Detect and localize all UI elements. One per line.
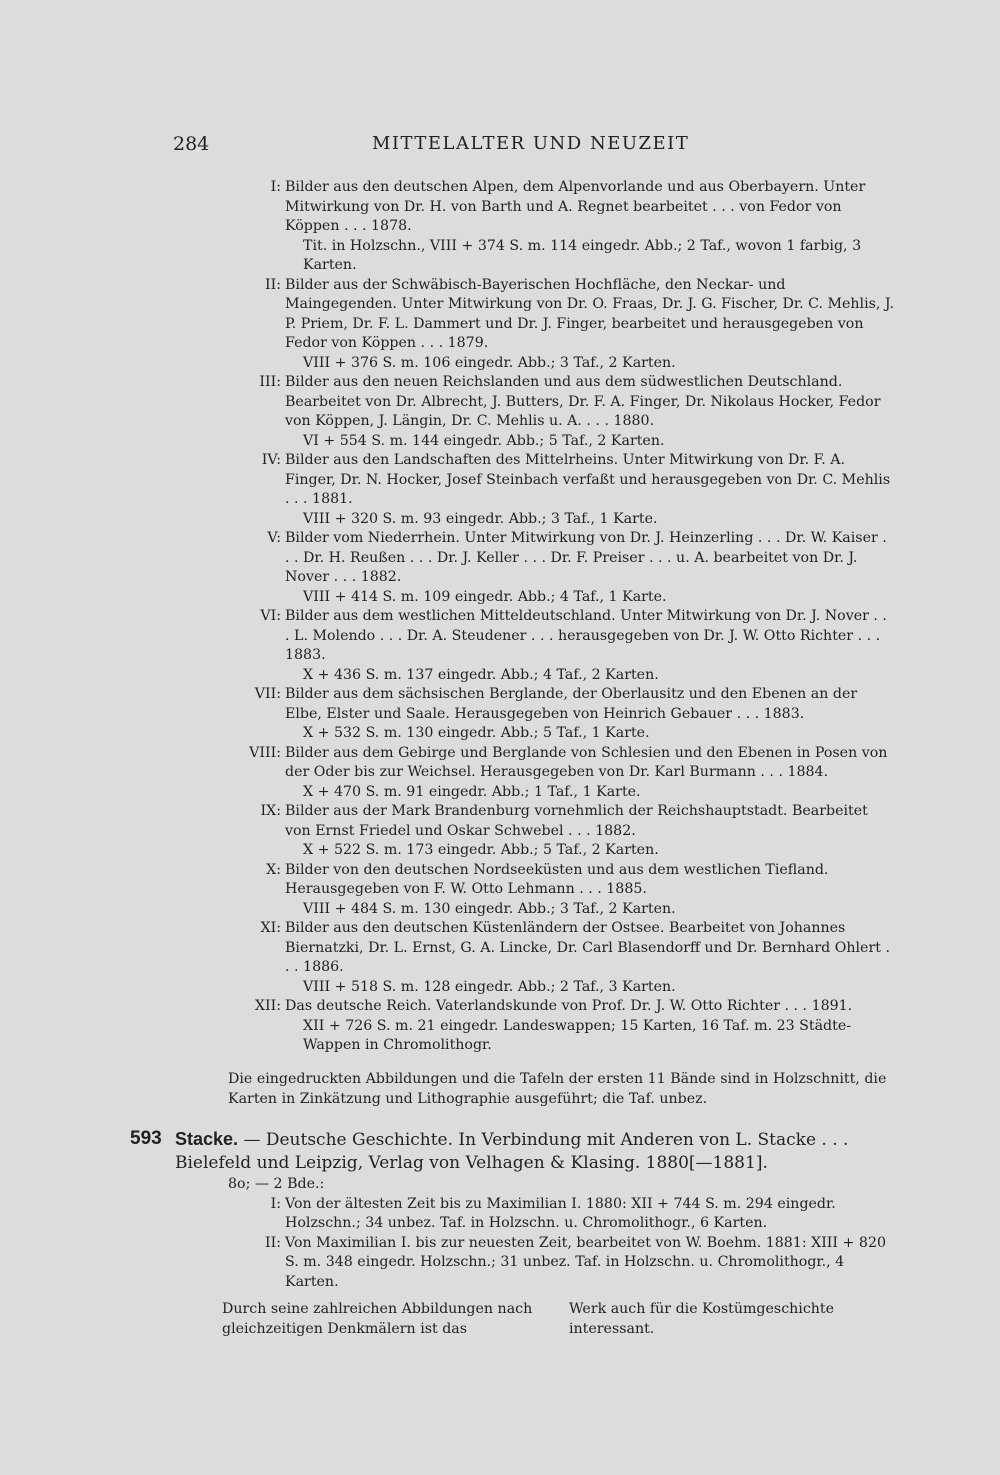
volume-title: Bilder aus dem Gebirge und Berglande von Schlesien und den Ebenen in Posen von der Oder bis zur Weichsel. Herausgegeben von Dr. Karl Burmann . . . 1884. (285, 744, 888, 780)
volume-title: Bilder aus der Schwäbisch-Bayerischen Hochfläche, den Neckar- und Maingegenden. Unter Mitwirkung von Dr. O. Fraas, Dr. J. G. Fischer, Dr. C. Mehlis, J. P. Priem, Dr. F. L. Dammert und Dr. J. Finger, bearbeitet und herausgegeben von Fedor von Köppen . . . 1879. (285, 276, 895, 351)
volume-entry (0, 276, 1000, 374)
volume-entry (0, 997, 1000, 1056)
entry-heading (175, 1128, 895, 1175)
entry-number: 593 (130, 1128, 162, 1149)
volume-entry (0, 607, 1000, 685)
remark-left-column: Durch seine zahlreichen Abbildungen nach gleichzeitigen Denkmälern ist das (222, 1301, 533, 1337)
volume-list (0, 178, 1000, 1056)
page-number: 284 (173, 133, 210, 155)
volume-entry (0, 861, 1000, 920)
volume-number: XI: (260, 920, 281, 936)
volume-number: VII: (254, 686, 281, 702)
entry-format: 8o; — 2 Bde.: (228, 1176, 325, 1192)
volume-details: VIII + 518 S. m. 128 eingedr. Abb.; 2 Taf., 3 Karten. (303, 978, 676, 995)
volume-number: I: (270, 179, 281, 195)
remark-right-column: Werk auch für die Kostümgeschichte interessant. (569, 1301, 834, 1337)
volume-number: VI: (260, 608, 281, 624)
volume-details: X + 532 S. m. 130 eingedr. Abb.; 5 Taf., 1 Karte. (303, 725, 650, 741)
volume-entry (0, 685, 1000, 744)
volume-entry (0, 1234, 1000, 1293)
volume-number: XII: (254, 998, 281, 1014)
volume-number: I: (270, 1195, 281, 1212)
volume-number: II: (265, 1234, 281, 1251)
running-title: MITTELALTER UND NEUZEIT (372, 133, 690, 154)
volume-title: Bilder aus den deutschen Küstenländern der Ostsee. Bearbeitet von Johannes Biernatzki, Dr. L. Ernst, G. A. Lincke, Dr. Carl Blasendorff und Dr. Bernhard Ohlert . . . 1886. (285, 920, 890, 975)
volume-description: Von Maximilian I. bis zur neuesten Zeit, bearbeitet von W. Boehm. 1881: XIII + 820 S. m. 348 eingedr. Holzschn.; 31 unbez. Taf. in Holzschn. u. Chromolithogr., 4 Karten. (285, 1234, 887, 1290)
catalogue-entry-593 (0, 1128, 1000, 1292)
page-header (0, 133, 1000, 159)
volume-details: X + 522 S. m. 173 eingedr. Abb.; 5 Taf., 2 Karten. (303, 842, 659, 858)
volume-title: Bilder aus den Landschaften des Mittelrheins. Unter Mitwirkung von Dr. F. A. Finger, Dr. N. Hocker, Josef Steinbach verfaßt und herausgegeben von Dr. C. Mehlis . . . 1881. (285, 452, 891, 507)
volume-entry (0, 451, 1000, 529)
volume-entry (0, 373, 1000, 451)
volume-entry (0, 744, 1000, 803)
volume-details: VI + 554 S. m. 144 eingedr. Abb.; 5 Taf., 2 Karten. (303, 432, 665, 449)
volume-number: VIII: (249, 744, 281, 761)
volume-details: XII + 726 S. m. 21 eingedr. Landeswappen; 15 Karten, 16 Taf. m. 23 Städte-Wappen in Chromolithogr. (303, 1017, 852, 1053)
volume-number: IV: (261, 452, 281, 468)
volume-details: VIII + 320 S. m. 93 eingedr. Abb.; 3 Taf., 1 Karte. (303, 510, 658, 527)
volume-number: V: (267, 530, 281, 546)
volume-entry (0, 1195, 1000, 1234)
series-note: Die eingedruckten Abbildungen und die Tafeln der ersten 11 Bände sind in Holzschnitt, die Karten in Zinkätzung und Lithographie ausgeführt; die Taf. unbez. (228, 1071, 887, 1107)
volume-details: VIII + 484 S. m. 130 eingedr. Abb.; 3 Taf., 2 Karten. (303, 900, 676, 917)
volume-entry (0, 178, 1000, 276)
volume-title: Das deutsche Reich. Vaterlandskunde von Prof. Dr. J. W. Otto Richter . . . 1891. (285, 998, 853, 1014)
volume-details: X + 470 S. m. 91 eingedr. Abb.; 1 Taf., 1 Karte. (303, 783, 641, 800)
volume-number: II: (265, 276, 281, 293)
volume-details: VIII + 376 S. m. 106 eingedr. Abb.; 3 Taf., 2 Karten. (303, 354, 676, 371)
volume-details: VIII + 414 S. m. 109 eingedr. Abb.; 4 Taf., 1 Karte. (303, 588, 667, 605)
volume-title: Bilder aus den neuen Reichslanden und aus dem südwestlichen Deutschland. Bearbeitet von Dr. Albrecht, J. Butters, Dr. F. A. Finger, Dr. Nikolaus Hocker, Fedor von Köppen, J. Längin, Dr. C. Mehlis u. A. . . . 1880. (285, 374, 881, 429)
volume-title: Bilder vom Niederrhein. Unter Mitwirkung von Dr. J. Heinzerling . . . Dr. W. Kaiser . . . Dr. H. Reußen . . . Dr. J. Keller . . . Dr. F. Preiser . . . u. A. bearbeitet von Dr. J. Nover . . . 1882. (285, 530, 887, 585)
volume-number: X: (266, 861, 281, 878)
volume-entry (0, 919, 1000, 997)
volume-entry (0, 802, 1000, 861)
volume-entry (0, 529, 1000, 607)
volume-details: X + 436 S. m. 137 eingedr. Abb.; 4 Taf., 2 Karten. (303, 666, 659, 683)
volume-title: Bilder von den deutschen Nordseeküsten und aus dem westlichen Tiefland. Herausgegeben von F. W. Otto Lehmann . . . 1885. (285, 861, 829, 897)
volume-title: Bilder aus der Mark Brandenburg vornehmlich der Reichshauptstadt. Bearbeitet von Ernst Friedel und Oskar Schwebel . . . 1882. (285, 803, 868, 839)
volume-details: Tit. in Holzschn., VIII + 374 S. m. 114 eingedr. Abb.; 2 Taf., wovon 1 farbig, 3 Karten. (303, 237, 862, 273)
volume-description: Von der ältesten Zeit bis zu Maximilian I. 1880: XII + 744 S. m. 294 eingedr. Holzschn.; 34 unbez. Taf. in Holzschn. u. Chromolithogr., 6 Karten. (285, 1195, 836, 1231)
volume-title: Bilder aus den deutschen Alpen, dem Alpenvorlande und aus Oberbayern. Unter Mitwirkung von Dr. H. von Barth und A. Regnet bearbeitet . . . von Fedor von Köppen . . . 1878. (285, 179, 866, 234)
volume-title: Bilder aus dem westlichen Mitteldeutschland. Unter Mitwirkung von Dr. J. Nover . . . L. Molendo . . . Dr. A. Steudener . . . herausgegeben von Dr. J. W. Otto Richter . . . 1883. (285, 608, 887, 663)
volume-number: III: (259, 374, 281, 390)
volume-title: Bilder aus dem sächsischen Berglande, der Oberlausitz und den Ebenen an der Elbe, Elster und Saale. Herausgegeben von Heinrich Gebauer . . . 1883. (285, 686, 858, 722)
entry-title: — Deutsche Geschichte. In Verbindung mit Anderen von L. Stacke . . . Bielefeld und Leipzig, Verlag von Velhagen & Klasing. 1880[—1881]. (175, 1130, 849, 1173)
entry-author: Stacke. (175, 1129, 239, 1149)
volume-number: IX: (260, 803, 281, 819)
